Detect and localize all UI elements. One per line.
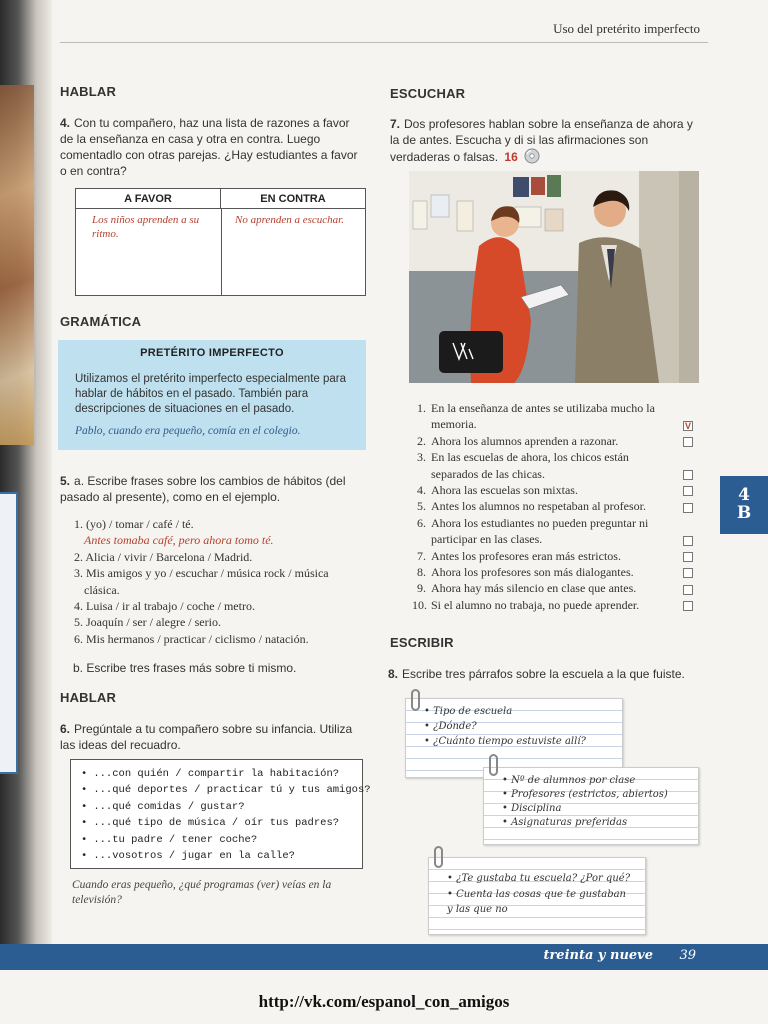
table-header-en-contra: EN CONTRA	[221, 189, 365, 209]
answer-checkbox[interactable]	[683, 552, 693, 562]
exercise-6-text: Pregúntale a tu compañero sobre su infancia. Utiliza las ideas del recuadro.	[60, 722, 353, 752]
section-heading-escuchar: ESCUCHAR	[390, 86, 466, 101]
pros-cons-table	[75, 188, 366, 296]
running-header: Uso del pretérito imperfecto	[553, 21, 700, 36]
ideas-box	[70, 759, 371, 869]
left-page-photo-edge	[0, 85, 34, 445]
statement-row: 9. Ahora hay más silencio en clase que antes.	[412, 580, 697, 596]
idea-item: • ...qué tipo de música / oír tus padres?	[81, 815, 354, 831]
answer-checkbox[interactable]: V	[684, 420, 691, 431]
footer-page-words: treinta y nueve	[543, 948, 653, 963]
list-item-example: Antes tomaba café, pero ahora tomo té.	[84, 533, 274, 548]
exercise-7	[390, 116, 700, 168]
grammar-box	[58, 340, 366, 450]
statement-row: 6. Ahora los estudiantes no pueden preguntar ni participar en las clases.	[412, 515, 697, 548]
idea-item: • ...vosotros / jugar en la calle?	[81, 848, 354, 864]
section-heading-hablar-1: HABLAR	[60, 84, 117, 99]
watermark-url: http://vk.com/espanol_con_amigos	[258, 992, 510, 1011]
statement-row: 7. Antes los profesores eran más estrictos.	[412, 548, 697, 564]
exercise-8	[388, 666, 708, 682]
grammar-box-text: Utilizamos el pretérito imperfecto especialmente para hablar de hábitos en el pasado. También para descripciones de situaciones en el pasado.	[75, 373, 347, 415]
unit-tab-4b: 4 B	[720, 476, 768, 534]
exercise-5a	[60, 473, 360, 505]
list-item: 3. Mis amigos y yo / escuchar / música rock / música clásica.	[74, 566, 329, 597]
statement-row: 8. Ahora los profesores son más dialogantes.	[412, 564, 697, 580]
list-item: 5. Joaquín / ser / alegre / serio.	[74, 615, 221, 630]
exercise-8-text: Escribe tres párrafos sobre la escuela a la que fuiste.	[402, 667, 685, 681]
exercise-number: 5.	[60, 474, 71, 488]
list-item: 1. (yo) / tomar / café / té.	[74, 517, 194, 531]
statement-row: 3. En las escuelas de ahora, los chicos están separados de las chicas.	[412, 449, 697, 482]
statement-row: 1. En la enseñanza de antes se utilizaba mucho la memoria. V	[417, 401, 691, 432]
exercise-number: 6.	[60, 722, 71, 736]
section-heading-hablar-2: HABLAR	[60, 690, 117, 705]
table-cell-a-favor: Los niños aprenden a su ritmo.	[92, 214, 200, 240]
grammar-box-title: PRETÉRITO IMPERFECTO	[140, 347, 284, 359]
table-divider	[221, 209, 222, 295]
exercise-4	[60, 115, 360, 179]
list-item: 6. Mis hermanos / practicar / ciclismo / natación.	[74, 631, 309, 646]
idea-item: • ...con quién / compartir la habitación?	[81, 766, 354, 782]
paperclip-icon	[489, 754, 498, 776]
statement-row: 10. Si el alumno no trabaja, no puede aprender.	[412, 597, 697, 613]
exercise-5a-text: a. Escribe frases sobre los cambios de hábitos (del pasado al presente), como en el ejemplo.	[60, 474, 346, 504]
exercise-number: 4.	[60, 116, 71, 130]
exercise-5-list	[74, 516, 364, 647]
exercise-4-text: Con tu compañero, haz una lista de razones a favor de la enseñanza en casa y otra en contra. Luego comentadlo con otras parejas. ¿Hay estudiantes a favor o en contra?	[60, 116, 358, 178]
table-cell-en-contra: No aprenden a escuchar.	[235, 214, 344, 226]
answer-checkbox[interactable]	[683, 470, 693, 480]
idea-item: • ...qué deportes / practicar tú y tus amigos?	[81, 782, 354, 798]
table-header-a-favor: A FAVOR	[76, 189, 221, 209]
note-card-1: • Tipo de escuela • ¿Dónde? • ¿Cuánto tiempo estuviste allí?	[405, 698, 623, 778]
true-false-list	[412, 400, 697, 613]
answer-checkbox[interactable]	[683, 486, 693, 496]
exercise-7-text: Dos profesores hablan sobre la enseñanza de ahora y la de antes. Escucha y di si las afirmaciones son verdaderas o falsas.	[390, 117, 693, 165]
note-card-3: • ¿Te gustaba tu escuela? ¿Por qué? • Cuenta las cosas que te gustaban y las que no	[428, 857, 646, 935]
answer-checkbox[interactable]	[683, 585, 693, 595]
statement-row: 2. Ahora los alumnos aprenden a razonar.	[412, 433, 697, 449]
list-item: 2. Alicia / vivir / Barcelona / Madrid.	[74, 549, 253, 564]
answer-checkbox[interactable]	[683, 536, 693, 546]
answer-checkbox[interactable]	[683, 437, 693, 447]
statement-row: 5. Antes los alumnos no respetaban al profesor.	[412, 498, 697, 514]
section-heading-gramatica: GRAMÁTICA	[60, 314, 142, 329]
statement-row: 4. Ahora las escuelas son mixtas.	[412, 482, 697, 498]
exercise-number: 8.	[388, 667, 399, 681]
answer-checkbox[interactable]	[683, 503, 693, 513]
audio-cd-icon[interactable]	[524, 148, 540, 168]
exercise-6-example: Cuando eras pequeño, ¿qué programas (ver) veías en la televisión?	[72, 879, 332, 906]
idea-item: • ...tu padre / tener coche?	[81, 832, 354, 848]
section-heading-escribir: ESCRIBIR	[390, 635, 454, 650]
header-rule	[60, 42, 708, 43]
exercise-number: 7.	[390, 117, 401, 131]
grammar-box-example: Pablo, cuando era pequeño, comía en el colegio.	[75, 425, 301, 437]
answer-checkbox[interactable]	[683, 601, 693, 611]
list-item: 4. Luisa / ir al trabajo / coche / metro.	[74, 599, 255, 614]
left-page-box-edge	[0, 492, 18, 774]
exercise-6	[60, 721, 360, 753]
footer-page-number: 39	[679, 948, 696, 963]
audio-track-number: 16	[504, 150, 518, 165]
idea-item: • ...qué comidas / gustar?	[81, 799, 354, 815]
paperclip-icon	[434, 846, 443, 868]
note-card-2: • Nº de alumnos por clase • Profesores (estrictos, abiertos) • Disciplina • Asignaturas preferidas	[483, 767, 699, 845]
exercise-5b: b. Escribe tres frases más sobre ti mismo.	[73, 661, 297, 675]
teachers-photo	[409, 171, 699, 383]
answer-checkbox[interactable]	[683, 568, 693, 578]
paperclip-icon	[411, 689, 420, 711]
